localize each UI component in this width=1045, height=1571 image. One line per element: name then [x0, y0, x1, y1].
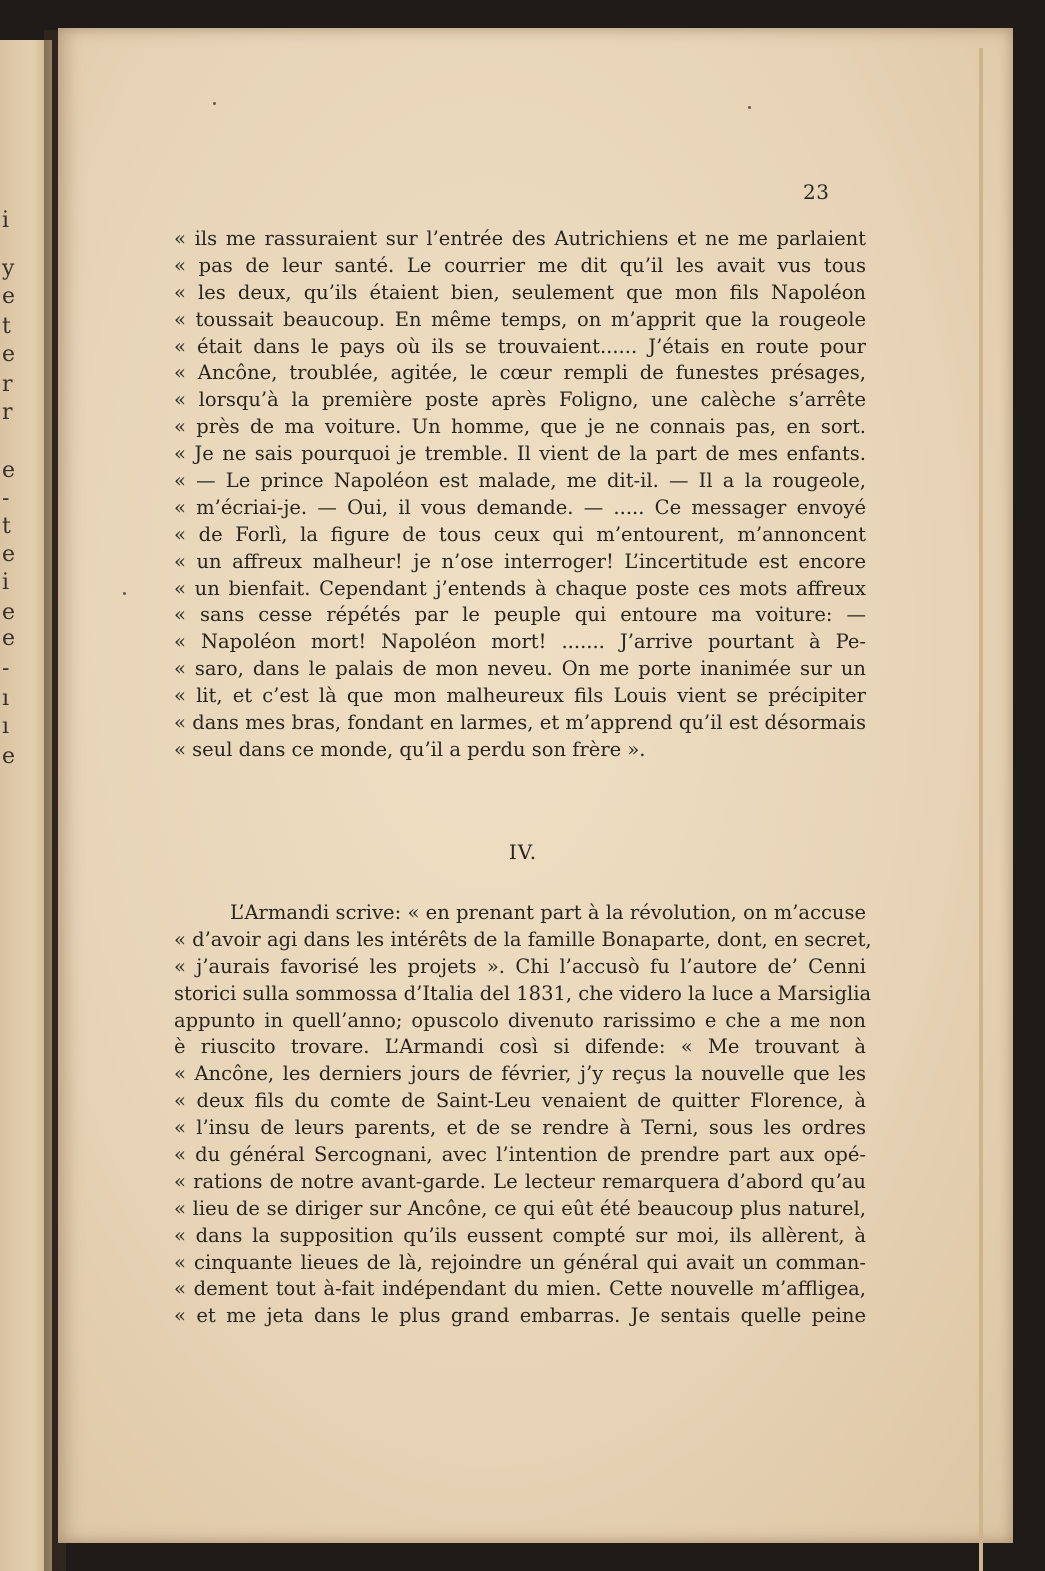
- text-line: « lieu de se diriger sur Ancône, ce qui eût été beaucoup plus naturel,: [174, 1196, 866, 1220]
- text-line: « Je ne sais pourquoi je tremble. Il vient de la part de mes enfants.: [174, 442, 866, 466]
- book-page: [58, 28, 1013, 1543]
- facing-page-fragment: y: [2, 256, 15, 281]
- facing-page-fragment: i: [2, 570, 10, 595]
- text-line: « Ancône, troublée, agitée, le cœur rempli de funestes présages,: [174, 361, 866, 385]
- text-line: « m’écriai-je. — Oui, il vous demande. — ..... Ce messager envoyé: [174, 495, 866, 519]
- text-line: « d’avoir agi dans les intérêts de la famille Bonaparte, dont, en secret,: [174, 927, 872, 951]
- text-line: « j’aurais favorisé les projets ». Chi l’accusò fu l’autore de’ Cenni: [174, 954, 866, 978]
- text-line: « du général Sercognani, avec l’intention de prendre part aux opé-: [174, 1143, 866, 1167]
- facing-page-fragment: t: [2, 514, 11, 539]
- text-line: « cinquante lieues de là, rejoindre un général qui avait un comman-: [174, 1250, 866, 1274]
- page-edge-line: [979, 48, 983, 1571]
- text-line: « de Forlì, la figure de tous ceux qui m’entourent, m’annoncent: [174, 522, 866, 546]
- text-line: « lit, et c’est là que mon malheureux fils Louis vient se précipiter: [174, 684, 866, 708]
- text-line: « près de ma voiture. Un homme, que je ne connais pas, en sort.: [174, 415, 866, 439]
- text-line: è riuscito trovare. L’Armandi così si difende: « Me trouvant à: [174, 1035, 866, 1059]
- text-line: « rations de notre avant-garde. Le lecteur remarquera d’abord qu’au: [174, 1169, 866, 1193]
- text-line: « un affreux malheur! je n’ose interroger! L’incertitude est encore: [174, 549, 866, 573]
- text-line: « les deux, qu’ils étaient bien, seulement que mon fils Napoléon: [174, 280, 866, 304]
- text-line: « lorsqu’à la première poste après Foligno, une calèche s’arrête: [174, 388, 866, 412]
- text-line: « deux fils du comte de Saint-Leu venaient de quitter Florence, à: [174, 1089, 866, 1113]
- facing-page-fragment: i: [2, 208, 10, 233]
- facing-page-fragment: e: [2, 600, 16, 625]
- body-paragraph: [174, 900, 872, 1330]
- text-line: « dans la supposition qu’ils eussent compté sur moi, ils allèrent, à: [174, 1223, 866, 1247]
- paper-speck: [748, 106, 751, 109]
- facing-page-fragment: e: [2, 626, 16, 651]
- text-line: « et me jeta dans le plus grand embarras. Je sentais quelle peine: [174, 1304, 866, 1328]
- facing-page-fragment: e: [2, 744, 16, 769]
- text-line: appunto in quell’anno; opuscolo divenuto rarissimo e che a me non: [174, 1008, 866, 1032]
- text-line: « — Le prince Napoléon est malade, me dit-il. — Il a la rougeole,: [174, 469, 866, 493]
- text-line: « toussait beaucoup. En même temps, on m’apprit que la rougeole: [174, 307, 866, 331]
- facing-page-fragment: ı: [2, 714, 10, 739]
- facing-page-fragment: e: [2, 342, 16, 367]
- text-line: « sans cesse répétés par le peuple qui entoure ma voiture: —: [174, 603, 866, 627]
- text-line: L’Armandi scrive: « en prenant part à la révolution, on m’accuse: [230, 901, 866, 924]
- facing-page-fragment: e: [2, 284, 16, 309]
- text-line: « dement tout à-fait indépendant du mien. Cette nouvelle m’affligea,: [174, 1277, 866, 1301]
- paper-speck: [123, 592, 126, 595]
- section-heading: IV.: [508, 840, 538, 864]
- text-line: « était dans le pays où ils se trouvaient...... J’étais en route pour: [174, 334, 866, 358]
- text-line: « Napoléon mort! Napoléon mort! ....... J’arrive pourtant à Pe-: [174, 630, 866, 654]
- text-line: storici sulla sommossa d’Italia del 1831, che videro la luce a Marsiglia: [174, 981, 872, 1005]
- facing-page-fragment: ı: [2, 686, 10, 711]
- page-number: 23: [803, 180, 830, 204]
- text-line: « pas de leur santé. Le courrier me dit qu’il les avait vus tous: [174, 253, 866, 277]
- facing-page-fragment: -: [2, 486, 10, 511]
- facing-page-fragment: e: [2, 542, 16, 567]
- text-line: « saro, dans le palais de mon neveu. On me porte inanimée sur un: [174, 657, 866, 681]
- facing-page-fragment: r: [2, 372, 13, 397]
- facing-page-fragment: t: [2, 314, 11, 339]
- text-line: « seul dans ce monde, qu’il a perdu son frère ».: [174, 737, 646, 761]
- facing-page-fragment: e: [2, 458, 16, 483]
- text-line: « un bienfait. Cependant j’entends à chaque poste ces mots affreux: [174, 576, 866, 600]
- text-line: « ils me rassuraient sur l’entrée des Autrichiens et ne me parlaient: [174, 227, 866, 250]
- paper-speck: [213, 102, 216, 105]
- quoted-passage: [174, 226, 866, 764]
- text-line: « Ancône, les derniers jours de février, j’y reçus la nouvelle que les: [174, 1062, 866, 1086]
- text-line: « l’insu de leurs parents, et de se rendre à Terni, sous les ordres: [174, 1116, 866, 1140]
- facing-page-fragment: r: [2, 400, 13, 425]
- text-line: « dans mes bras, fondant en larmes, et m’apprend qu’il est désormais: [174, 711, 866, 735]
- facing-page-fragment: -: [2, 656, 10, 681]
